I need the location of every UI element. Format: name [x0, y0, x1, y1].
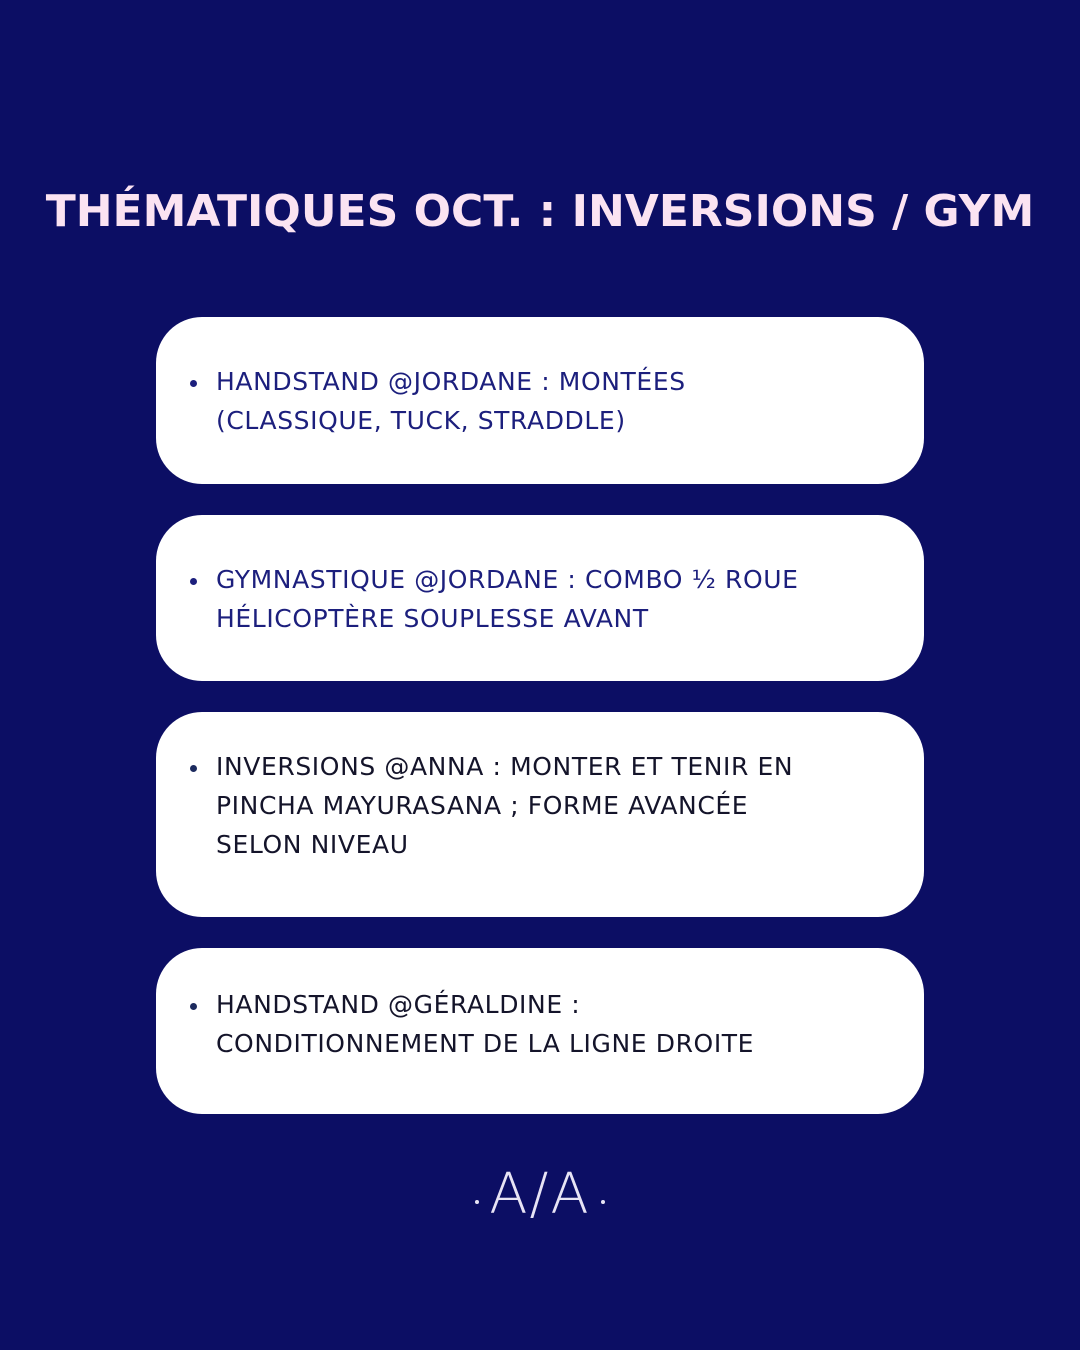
- bullet-icon: [190, 765, 197, 772]
- list-item-text: [216, 985, 754, 1063]
- list-item-line: SELON NIVEAU: [216, 830, 409, 859]
- logo-dot-right: [601, 1200, 605, 1204]
- page-title: THÉMATIQUES OCT. : INVERSIONS / GYM: [45, 186, 1035, 237]
- list-item-line: HANDSTAND @GÉRALDINE :: [216, 990, 581, 1019]
- list-item-line: HÉLICOPTÈRE SOUPLESSE AVANT: [216, 604, 649, 633]
- logo-text: A/A: [489, 1162, 591, 1227]
- list-item-inversions-anna: [156, 712, 924, 917]
- bullet-icon: [190, 578, 197, 585]
- list-item-line: HANDSTAND @JORDANE : MONTÉES: [216, 367, 686, 396]
- brand-logo: [0, 1160, 1080, 1230]
- bullet-icon: [190, 380, 197, 387]
- list-item-text: [216, 747, 793, 864]
- list-item-line: (CLASSIQUE, TUCK, STRADDLE): [216, 406, 626, 435]
- list-item-text: [216, 560, 799, 638]
- list-item-handstand-geraldine: [156, 948, 924, 1114]
- list-item-line: PINCHA MAYURASANA ; FORME AVANCÉE: [216, 791, 749, 820]
- bullet-icon: [190, 1003, 197, 1010]
- list-item-line: CONDITIONNEMENT DE LA LIGNE DROITE: [216, 1029, 755, 1058]
- list-item-gymnastique-jordane: [156, 515, 924, 681]
- logo-dot-left: [475, 1200, 479, 1204]
- list-item-line: INVERSIONS @ANNA : MONTER ET TENIR EN: [216, 752, 794, 781]
- list-item-line: GYMNASTIQUE @JORDANE : COMBO ½ ROUE: [216, 565, 799, 594]
- list-item-text: [216, 362, 686, 440]
- list-item-handstand-jordane: [156, 317, 924, 484]
